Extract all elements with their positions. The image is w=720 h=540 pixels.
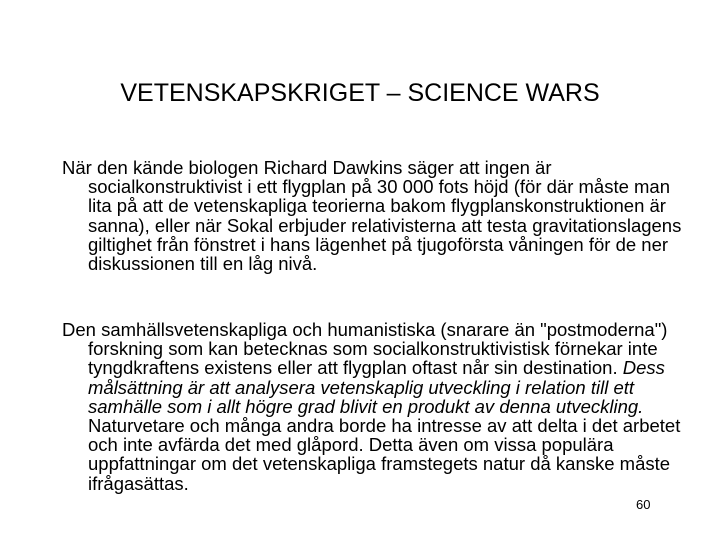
slide-title: VETENSKAPSKRIGET – SCIENCE WARS [120,79,600,107]
body-paragraph-1: När den kände biologen Richard Dawkins säger att ingen är socialkonstruktivist i ett flygplan på 30 000 fots höjd (för där måste man lita på att de vetenskapliga teorierna bakom flygplanskonstruktionen är sanna), eller när Sokal erbjuder relativisterna att testa gravitationslagens giltighet från fönstret i hans lägenhet på tjugoförsta våningen för de ner diskussionen till en låg nivå. [62,157,682,275]
paragraph-2-italic-text: Dess målsättning är att analysera vetenskaplig utveckling i relation till ett samhälle som i allt högre grad blivit en produkt av denna utveckling. [88,357,665,417]
page-number: 60 [636,497,651,512]
paragraph-2-text-end: Naturvetare och många andra borde ha intresse av att delta i det arbetet och inte avfärda det med glåpord. Detta även om vissa populära uppfattningar om det vetenskapliga framstegets natur då kanske måste ifrågasättas. [88,415,681,494]
body-paragraph-2 [62,320,688,493]
paragraph-2-text-start: Den samhällsvetenskapliga och humanistiska (snarare än "postmoderna") forskning som kan betecknas som socialkonstruktivistisk förnekar inte tyngdkraftens existens eller att flygplan oftast når sin destination. [62,319,668,379]
